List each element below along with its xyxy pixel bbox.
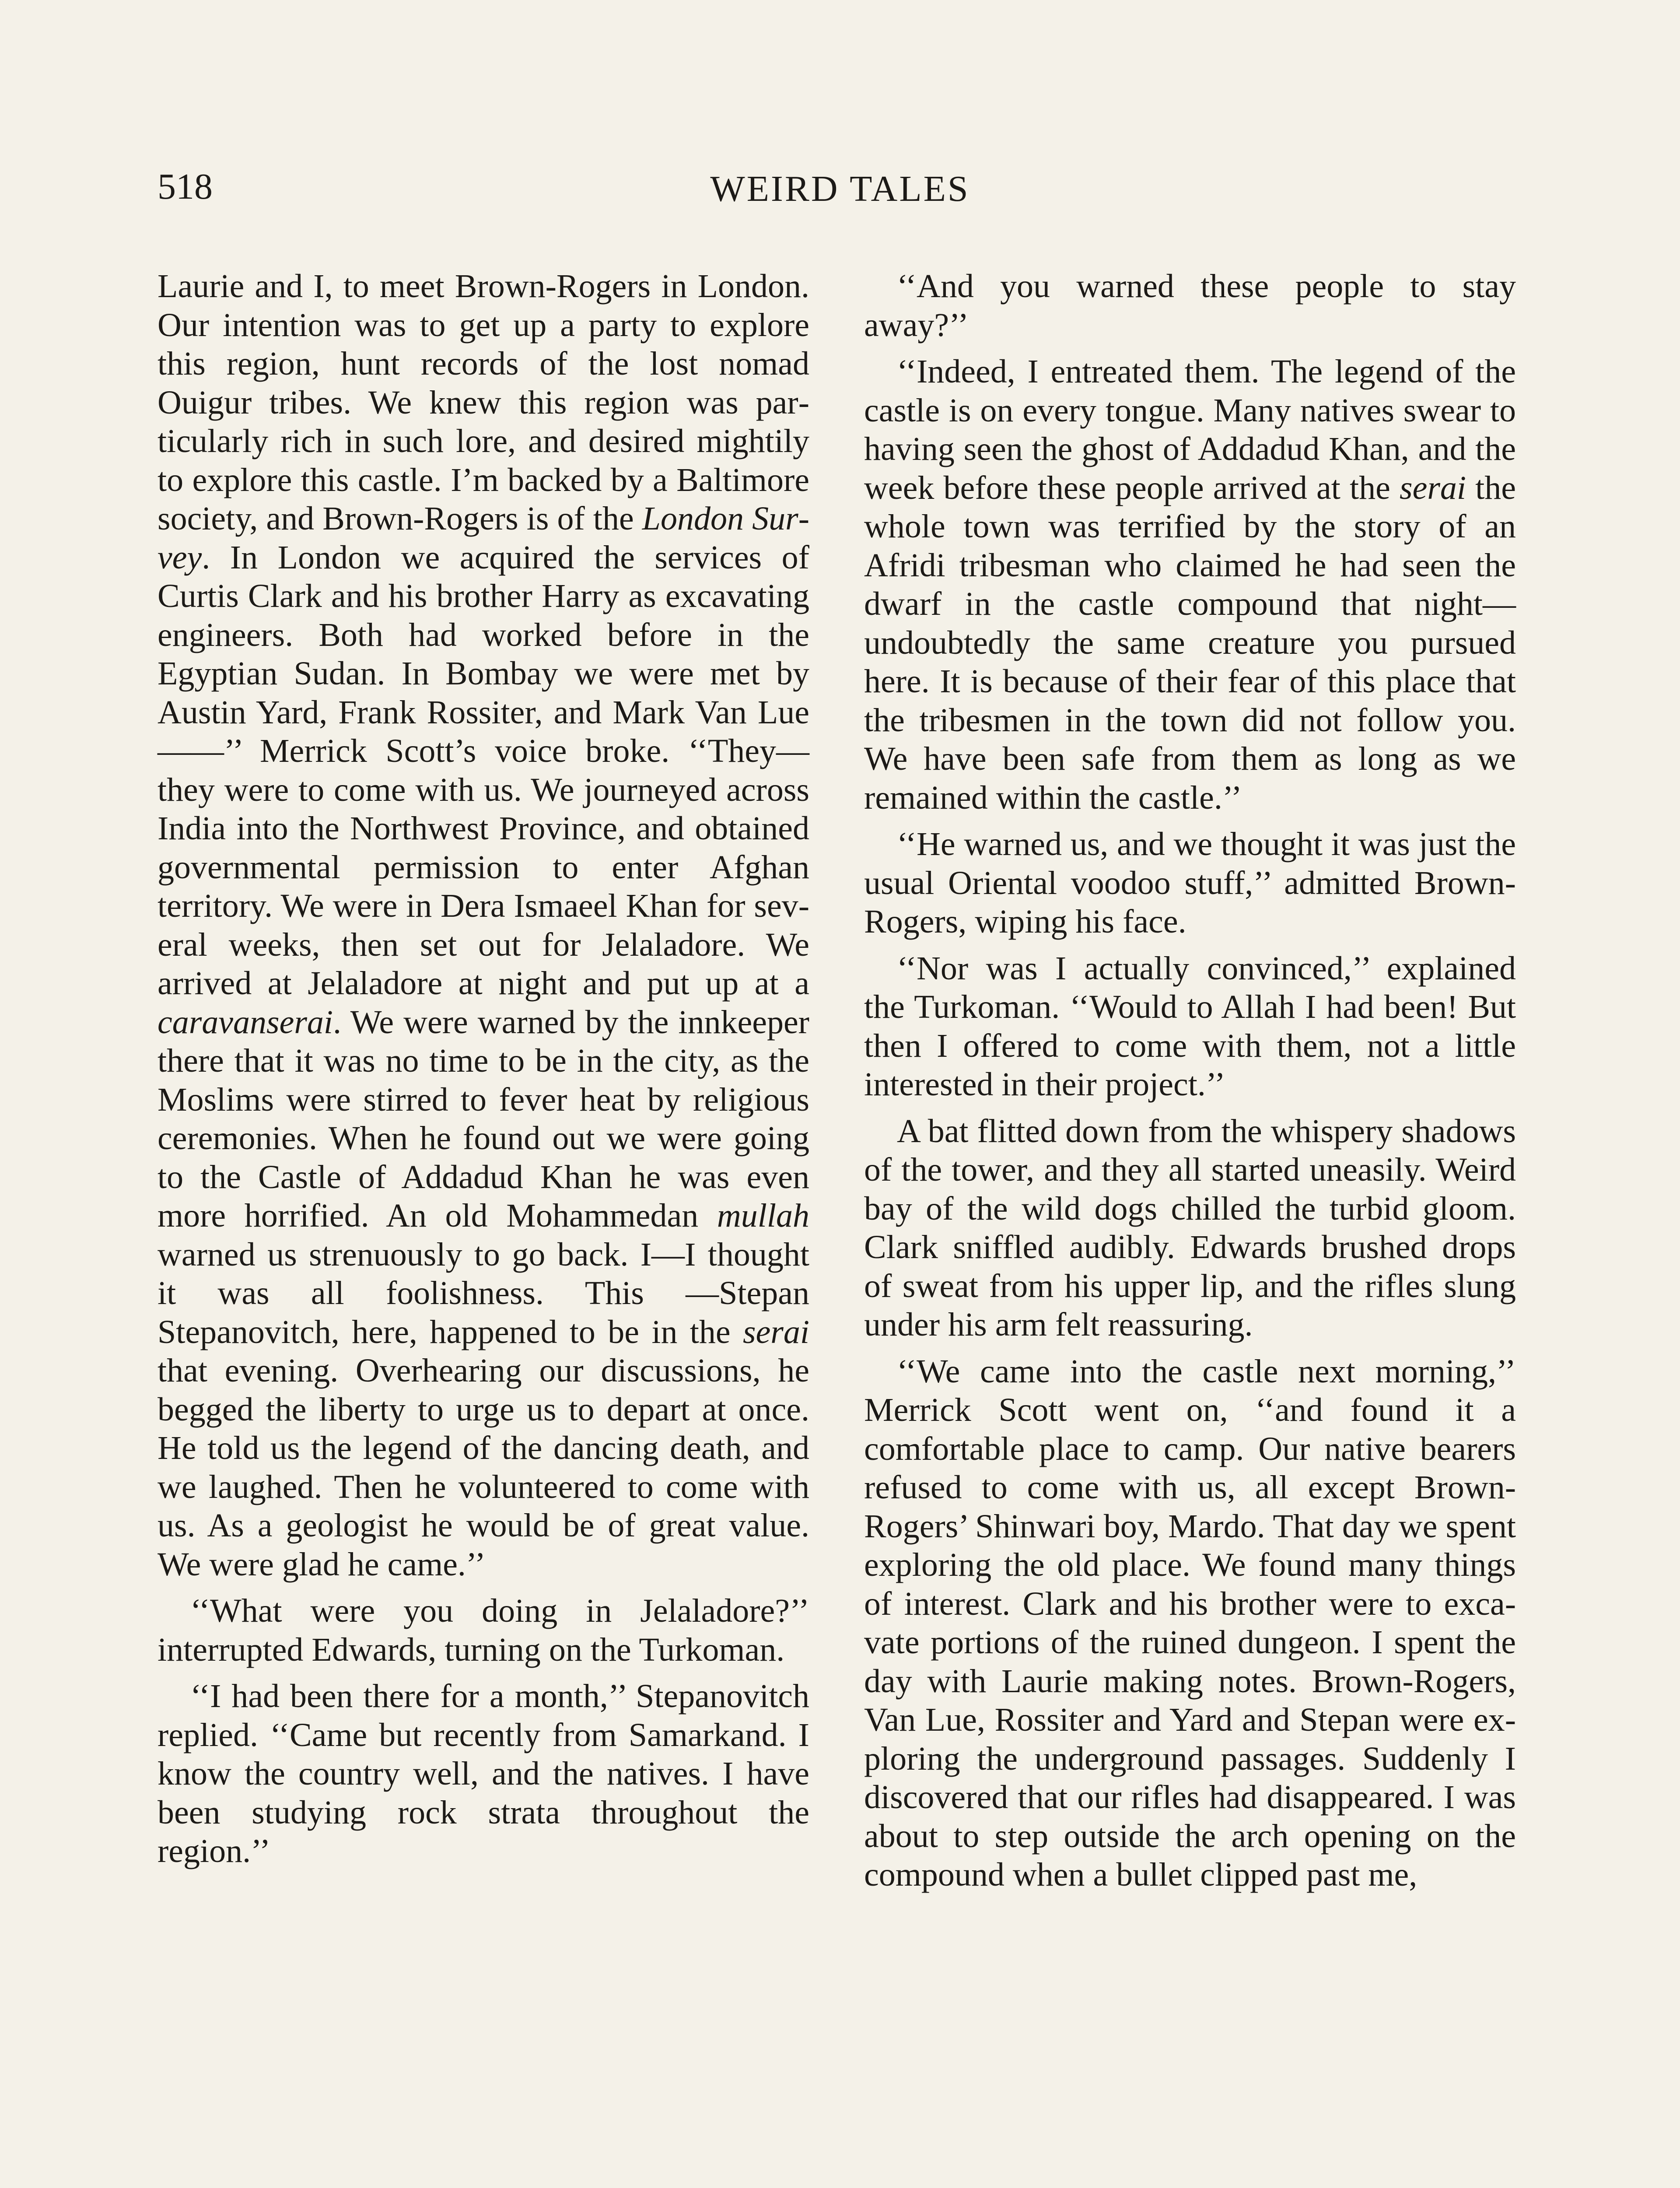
text-run: the whole town was terrified by the story of an Afridi tribesman who claimed he had seen the dwarf in the castle compound that night—undoubtedly the same creature you pursued here. It is because of their fear of this place that the tribesmen in the town did not follow you. We have been safe from them as long as we remained within the castle.’’	[864, 469, 1516, 816]
text-run: ‘‘I had been there for a month,’’ Stepanovitch replied. ‘‘Came but recently from Samarkand. I know the country well, and the natives. I have been studying rock strata throughout the region.’’	[158, 1678, 809, 1869]
paragraph	[158, 1592, 809, 1669]
text-run: warned us strenuously to go back. I—I thought it was all foolishness. This —Stepan Stepanovitch, here, happened to be in the	[158, 1236, 809, 1350]
text-run: A bat flitted down from the whispery shadows of the tower, and they all started uneasily. Weird bay of the wild dogs chilled the turbid gloom. Clark sniffled audibly. Edwards brushed drops of sweat from his upper lip, and the rifles slung under his arm felt reassuring.	[864, 1112, 1516, 1343]
paragraph	[864, 267, 1516, 344]
text-run: that evening. Overhearing our discussions, he begged the liberty to urge us to depart at once. He told us the legend of the dancing death, and we laughed. Then he volunteered to come with us. As a geologist he would be of great value. We were glad he came.’’	[158, 1352, 809, 1583]
paragraph	[158, 267, 809, 1584]
paragraph	[864, 352, 1516, 817]
paragraph	[158, 1677, 809, 1871]
text-run: ‘‘We came into the castle next morning,’’ Merrick Scott went on, ‘‘and found it a comfortable place to camp. Our native bearers refused to come with us, all except Brown-Rogers’ Shinwari boy, Mardo. That day we spent exploring the old place. We found many things of interest. Clark and his brother were to excavate portions of the ruined dungeon. I spent the day with Laurie making notes. Brown-Rogers, Van Lue, Rossiter and Yard and Stepan were exploring the underground passages. Suddenly I discovered that our rifles had disappeared. I was about to step outside the arch opening on the compound when a bullet clipped past me,	[864, 1353, 1516, 1893]
page-number: 518	[158, 166, 213, 207]
text-run: . We were warned by the innkeeper there that it was no time to be in the city, as the Moslims were stirred to fever heat by religious ceremonies. When he found out we were going to the Castle of Addadud Khan he was even more horrified. An old Mohammedan	[158, 1003, 809, 1234]
running-head: WEIRD TALES	[710, 168, 970, 209]
italic-text: London Survey	[158, 500, 809, 576]
text-run: ‘‘Nor was I actually convinced,’’ explained the Turkoman. ‘‘Would to Allah I had been! But then I offered to come with them, not a little interested in their project.’’	[864, 950, 1516, 1103]
paragraph	[864, 1352, 1516, 1894]
right-column	[864, 267, 1516, 1894]
paragraph	[864, 1112, 1516, 1344]
paragraph	[864, 949, 1516, 1104]
text-run: ‘‘He warned us, and we thought it was just the usual Oriental voodoo stuff,’’ admitted Brown-Rogers, wiping his face.	[864, 826, 1516, 940]
text-run: ‘‘Indeed, I entreated them. The legend of the castle is on every tongue. Many natives swear to having seen the ghost of Addadud Khan, and the week before these people arrived at the	[864, 353, 1516, 506]
text-run: Laurie and I, to meet Brown-Rogers in London. Our intention was to get up a party to explore this region, hunt records of the lost nomad Ouigur tribes. We knew this region was particularly rich in such lore, and desired mightily to explore this castle. I’m backed by a Baltimore society, and Brown-Rogers is of the	[158, 268, 809, 537]
text-run: ‘‘And you warned these people to stay away?’’	[864, 268, 1516, 344]
italic-text: serai	[743, 1313, 809, 1350]
text-run: . In London we acquired the services of Curtis Clark and his brother Harry as excavating engineers. Both had worked before in the Egyptian Sudan. In Bombay we were met by Austin Yard, Frank Rossiter, and Mark Van Lue——’’ Merrick Scott’s voice broke. ‘‘They—they were to come with us. We journeyed across India into the Northwest Province, and obtained governmental permission to enter Afghan territory. We were in Dera Ismaeel Khan for several weeks, then set out for Jelaladore. We arrived at Jelaladore at night and put up at a	[158, 539, 809, 1002]
paragraph	[864, 825, 1516, 941]
text-run: ‘‘What were you doing in Jelaladore?’’ interrupted Edwards, turning on the Turkoman.	[158, 1592, 809, 1668]
left-column	[158, 267, 809, 1871]
italic-text: caravanserai	[158, 1003, 333, 1041]
italic-text: serai	[1400, 469, 1466, 506]
italic-text: mullah	[717, 1197, 809, 1234]
